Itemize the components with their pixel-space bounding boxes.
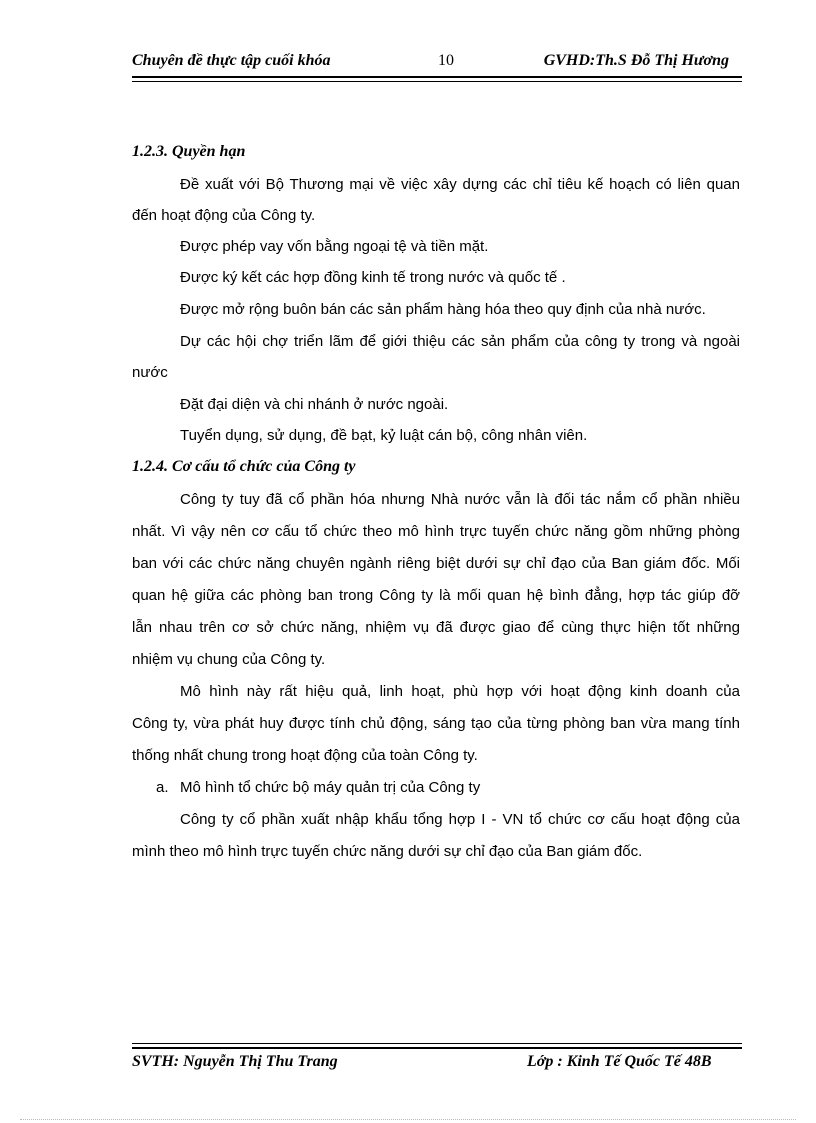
- supervisor-name: GVHD:Th.S Đỗ Thị Hương: [543, 52, 729, 69]
- list-item-text: Mô hình tổ chức bộ máy quản trị của Công ty: [180, 779, 481, 796]
- student-name: SVTH: Nguyễn Thị Thu Trang: [132, 1053, 338, 1070]
- class-name: Lớp : Kinh Tế Quốc Tế 48B: [527, 1053, 712, 1070]
- header-rule-thick: [132, 76, 742, 78]
- footer-rule-thin: [132, 1043, 742, 1044]
- paragraph-line: Công ty cổ phần xuất nhập khẩu tổng hợp I - VN tổ chức cơ cấu hoạt động của: [180, 811, 740, 828]
- paragraph-line: thống nhất chung trong hoạt động của toàn Công ty.: [132, 747, 478, 764]
- body-line: Được phép vay vốn bằng ngoại tệ và tiền mặt.: [180, 238, 489, 255]
- paragraph-line: Mô hình này rất hiệu quả, linh hoạt, phù hợp với hoạt động kinh doanh của: [180, 683, 740, 700]
- page-bottom-divider: [20, 1119, 796, 1120]
- body-line: Đặt đại diện và chi nhánh ở nước ngoài.: [180, 396, 449, 413]
- body-line: Được mở rộng buôn bán các sản phẩm hàng hóa theo quy định của nhà nước.: [180, 301, 706, 318]
- page-header: [132, 52, 743, 74]
- body-line: Tuyển dụng, sử dụng, đề bạt, kỷ luật cán bộ, công nhân viên.: [180, 427, 588, 444]
- footer-rule-thick: [132, 1047, 742, 1049]
- body-line: đến hoạt động của Công ty.: [132, 207, 316, 224]
- list-marker: a.: [156, 779, 169, 796]
- paragraph-line: quan hệ giữa các phòng ban trong Công ty là mối quan hệ bình đẳng, hợp tác giúp đỡ: [132, 587, 740, 604]
- paragraph-line: Công ty, vừa phát huy được tính chủ động, sáng tạo của từng phòng ban vừa mang tính: [132, 715, 740, 732]
- header-rule-thin: [132, 81, 742, 82]
- paragraph-line: ban với các chức năng chuyên ngành riêng biệt dưới sự chỉ đạo của Ban giám đốc. Mối: [132, 555, 740, 572]
- body-line: Dự các hội chợ triển lãm để giới thiệu các sản phẩm của công ty trong và ngoài: [180, 333, 740, 350]
- paragraph-line: Công ty tuy đã cổ phần hóa nhưng Nhà nước vẫn là đối tác nắm cổ phần nhiều: [180, 491, 740, 508]
- body-line: Đề xuất với Bộ Thương mại về việc xây dựng các chỉ tiêu kế hoạch có liên quan: [180, 176, 740, 193]
- section-heading-1-2-3: 1.2.3. Quyền hạn: [132, 143, 246, 160]
- paragraph-line: nhất. Vì vậy nên cơ cấu tổ chức theo mô hình trực tuyến chức năng gồm những phòng: [132, 523, 740, 540]
- document-title: Chuyên đề thực tập cuối khóa: [132, 52, 331, 69]
- paragraph-line: lẫn nhau trên cơ sở chức năng, nhiệm vụ đã được giao để cùng thực hiện tốt những: [132, 619, 740, 636]
- paragraph-line: nhiệm vụ chung của Công ty.: [132, 651, 326, 668]
- body-line: nước: [132, 364, 168, 381]
- paragraph-line: mình theo mô hình trực tuyến chức năng dưới sự chỉ đạo của Ban giám đốc.: [132, 843, 643, 860]
- body-line: Được ký kết các hợp đồng kinh tế trong nước và quốc tế .: [180, 269, 566, 286]
- section-heading-1-2-4: 1.2.4. Cơ cấu tổ chức của Công ty: [132, 458, 356, 475]
- page-number: 10: [438, 52, 454, 69]
